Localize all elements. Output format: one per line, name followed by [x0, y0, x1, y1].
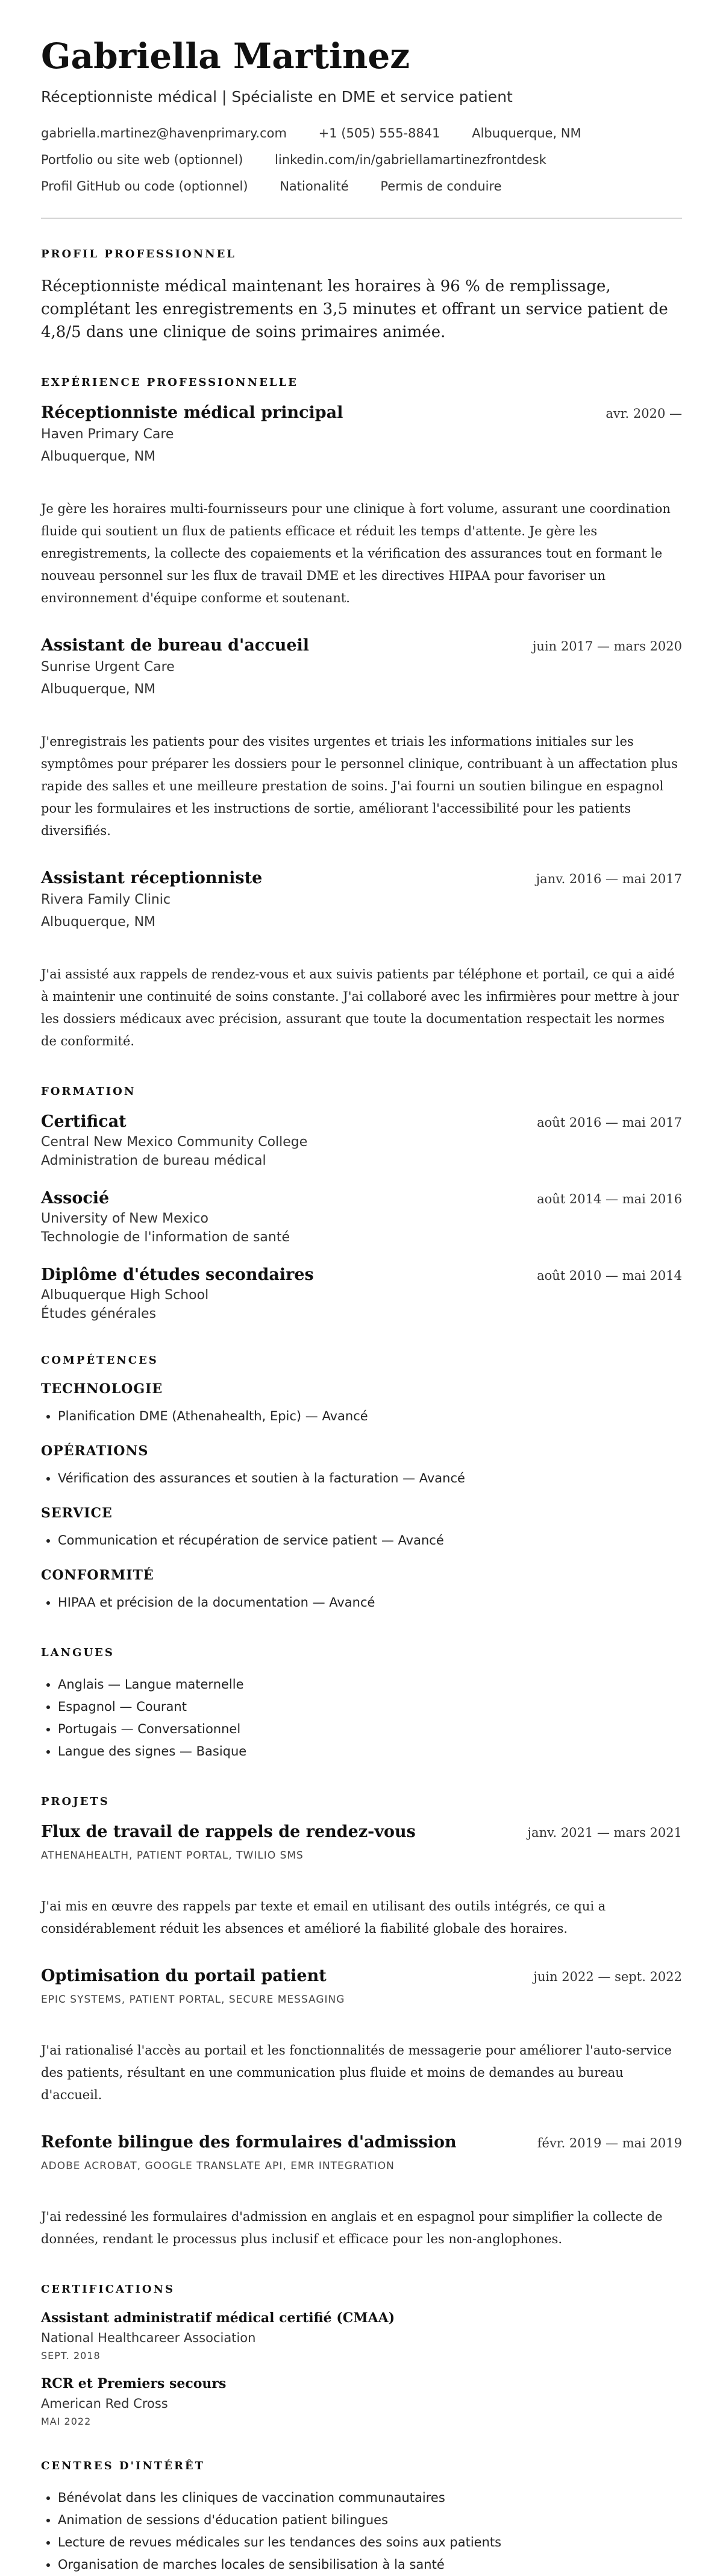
project-entry [41, 1967, 682, 2106]
skill-category-title: CONFORMITÉ [41, 1567, 154, 1583]
languages-section [41, 1646, 682, 1763]
project-entry [41, 2133, 682, 2250]
degree-title: Diplôme d'études secondaires [41, 1265, 314, 1284]
interests-section [41, 2460, 682, 2576]
skill-category-title: SERVICE [41, 1505, 113, 1521]
contact-row-extra [41, 179, 682, 194]
certifications-section [41, 2283, 682, 2427]
school-name: University of New Mexico [41, 1211, 208, 1226]
skill-item: • Vérification des assurances et soutien à la facturation — Avancé [58, 1467, 682, 1490]
certification-date: MAI 2022 [41, 2415, 92, 2427]
candidate-name: Gabriella Martinez [41, 36, 410, 77]
interest-list [41, 2487, 682, 2576]
job-company: Haven Primary Care [41, 426, 174, 442]
section-title: PROJETS [41, 1795, 110, 1808]
section-title: CERTIFICATIONS [41, 2282, 175, 2296]
job-dates: juin 2017 — mars 2020 [532, 638, 682, 653]
job-description: J'enregistrais les patients pour des visites urgentes et triais les informations initiales sur les symptômes pour préparer les dossiers pour le personnel clinique, contribuant à un affectation plus rapide des salles et une meilleure prestation de soins. J'ai fourni un soutien bilingue en espagnol pour les formulaires et les instructions de sortie, améliorant l'accessibilité pour les patients diversifiés. [41, 734, 678, 838]
summary-section [41, 248, 682, 344]
job-dates: janv. 2016 — mai 2017 [536, 871, 682, 886]
job-location: Albuquerque, NM [41, 449, 156, 464]
job-dates: avr. 2020 — [606, 406, 682, 421]
resume-header [41, 37, 682, 194]
project-name: Refonte bilingue des formulaires d'admission [41, 2132, 457, 2152]
language-item: • Espagnol — Courant [58, 1696, 682, 1718]
language-item: • Portugais — Conversationnel [58, 1718, 682, 1740]
skill-list [41, 1467, 682, 1490]
skill-list [41, 1405, 682, 1428]
job-description: Je gère les horaires multi-fournisseurs pour une clinique à fort volume, assurant une coordination fluide qui soutient un flux de patients efficace et réduit les temps d'attente. Je gère les enregistrements, la collecte des copaiements et la vérification des assurances tout en formant le nouveau personnel sur les flux de travail DME et les directives HIPAA pour favoriser un environnement d'équipe conforme et soutenant. [41, 501, 671, 605]
interest-item: • Organisation de marches locales de sensibilisation à la santé [58, 2554, 682, 2576]
project-description: J'ai mis en œuvre des rappels par texte et email en utilisant des outils intégrés, ce qui a considérablement réduit les absences et amélioré la fiabilité globale des horaires. [41, 1898, 606, 1936]
job-location: Albuquerque, NM [41, 914, 156, 930]
project-name: Optimisation du portail patient [41, 1966, 327, 1985]
job-title: Réceptionniste médical principal [41, 403, 343, 422]
experience-section [41, 376, 682, 1053]
skills-section [41, 1354, 682, 1614]
job-title: Assistant de bureau d'accueil [41, 635, 310, 655]
skill-list [41, 1529, 682, 1552]
summary-text: Réceptionniste médical maintenant les horaires à 96 % de remplissage, complétant les enregistrements en 3,5 minutes et offrant un service patient de 4,8/5 dans une clinique de soins primaires animée. [41, 277, 668, 341]
section-title: LANGUES [41, 1646, 114, 1659]
skill-category-title: OPÉRATIONS [41, 1443, 149, 1459]
certification-entry [41, 2376, 682, 2427]
project-tech: EPIC SYSTEMS, PATIENT PORTAL, SECURE MESSAGING [41, 1993, 345, 2006]
education-section [41, 1085, 682, 1321]
education-entry [41, 1265, 682, 1321]
certification-issuer: National Healthcareer Association [41, 2330, 256, 2345]
project-tech: ADOBE ACROBAT, GOOGLE TRANSLATE API, EMR INTEGRATION [41, 2159, 395, 2172]
project-dates: févr. 2019 — mai 2019 [537, 2135, 682, 2150]
experience-entry [41, 869, 682, 1053]
degree-dates: août 2016 — mai 2017 [537, 1115, 682, 1130]
contact-nationality: Nationalité [280, 178, 349, 194]
contact-row-primary [41, 126, 682, 140]
language-list [41, 1674, 682, 1763]
job-description: J'ai assisté aux rappels de rendez-vous et aux suivis patients par téléphone et portail, ce qui a aidé à maintenir une continuité de soins constante. J'ai collaboré avec les infirmières pour mettre à jour les dossiers médicaux avec précision, assurant que toute la documentation respectait les normes de conformité. [41, 966, 679, 1048]
contact-linkedin[interactable]: linkedin.com/in/gabriellamartinezfrontdesk [275, 152, 546, 167]
school-name: Albuquerque High School [41, 1287, 209, 1303]
study-field: Technologie de l'information de santé [41, 1229, 290, 1245]
contact-email[interactable]: gabriella.martinez@havenprimary.com [41, 125, 287, 140]
job-company: Rivera Family Clinic [41, 892, 171, 907]
project-dates: janv. 2021 — mars 2021 [527, 1825, 682, 1840]
skill-item: • Planification DME (Athenahealth, Epic) — Avancé [58, 1405, 682, 1428]
section-title: COMPÉTENCES [41, 1353, 158, 1367]
education-entry [41, 1189, 682, 1245]
section-title: CENTRES D'INTÉRÊT [41, 2459, 205, 2472]
certification-issuer: American Red Cross [41, 2396, 168, 2411]
job-location: Albuquerque, NM [41, 681, 156, 697]
contact-driving-license: Permis de conduire [380, 178, 502, 194]
degree-dates: août 2010 — mai 2014 [537, 1268, 682, 1283]
skill-item: • Communication et récupération de service patient — Avancé [58, 1529, 682, 1552]
section-title: EXPÉRIENCE PROFESSIONNELLE [41, 376, 298, 389]
contact-location: Albuquerque, NM [472, 125, 581, 140]
contact-portfolio[interactable]: Portfolio ou site web (optionnel) [41, 152, 243, 167]
section-title: FORMATION [41, 1085, 136, 1098]
degree-title: Certificat [41, 1112, 127, 1131]
certification-name: Assistant administratif médical certifié (CMAA) [41, 2310, 395, 2326]
contact-phone[interactable]: +1 (505) 555-8841 [318, 125, 440, 140]
school-name: Central New Mexico Community College [41, 1134, 308, 1150]
certification-name: RCR et Premiers secours [41, 2375, 227, 2392]
job-company: Sunrise Urgent Care [41, 659, 175, 675]
skill-category-title: TECHNOLOGIE [41, 1381, 163, 1397]
language-item: • Langue des signes — Basique [58, 1740, 682, 1763]
project-dates: juin 2022 — sept. 2022 [533, 1969, 682, 1984]
project-tech: ATHENAHEALTH, PATIENT PORTAL, TWILIO SMS [41, 1849, 304, 1862]
interest-item: • Animation de sessions d'éducation patient bilingues [58, 2509, 682, 2531]
interest-item: • Lecture de revues médicales sur les tendances des soins aux patients [58, 2531, 682, 2554]
contact-row-links [41, 153, 682, 167]
project-description: J'ai redessiné les formulaires d'admission en anglais et en espagnol pour simplifier la collecte de données, rendant le processus plus inclusif et efficace pour les non-anglophones. [41, 2209, 663, 2246]
certification-entry [41, 2310, 682, 2361]
study-field: Administration de bureau médical [41, 1153, 266, 1168]
study-field: Études générales [41, 1306, 157, 1321]
project-description: J'ai rationalisé l'accès au portail et les fonctionnalités de messagerie pour améliorer l'auto-service des patients, résultant en une communication plus fluide et moins de demandes au bureau d'accueil. [41, 2042, 672, 2102]
degree-dates: août 2014 — mai 2016 [537, 1191, 682, 1206]
experience-entry [41, 403, 682, 609]
language-item: • Anglais — Langue maternelle [58, 1674, 682, 1696]
projects-section [41, 1795, 682, 2250]
experience-entry [41, 636, 682, 842]
project-name: Flux de travail de rappels de rendez-vous [41, 1822, 416, 1841]
candidate-headline: Réceptionniste médical | Spécialiste en DME et service patient [41, 87, 513, 105]
skill-item: • HIPAA et précision de la documentation — Avancé [58, 1592, 682, 1614]
header-divider [41, 218, 682, 219]
degree-title: Associé [41, 1188, 110, 1208]
interest-item: • Bénévolat dans les cliniques de vaccination communautaires [58, 2487, 682, 2509]
job-title: Assistant réceptionniste [41, 868, 263, 887]
education-entry [41, 1112, 682, 1168]
skill-list [41, 1592, 682, 1614]
contact-github[interactable]: Profil GitHub ou code (optionnel) [41, 178, 248, 194]
project-entry [41, 1822, 682, 1940]
section-title: PROFIL PROFESSIONNEL [41, 247, 236, 260]
certification-date: SEPT. 2018 [41, 2349, 101, 2361]
